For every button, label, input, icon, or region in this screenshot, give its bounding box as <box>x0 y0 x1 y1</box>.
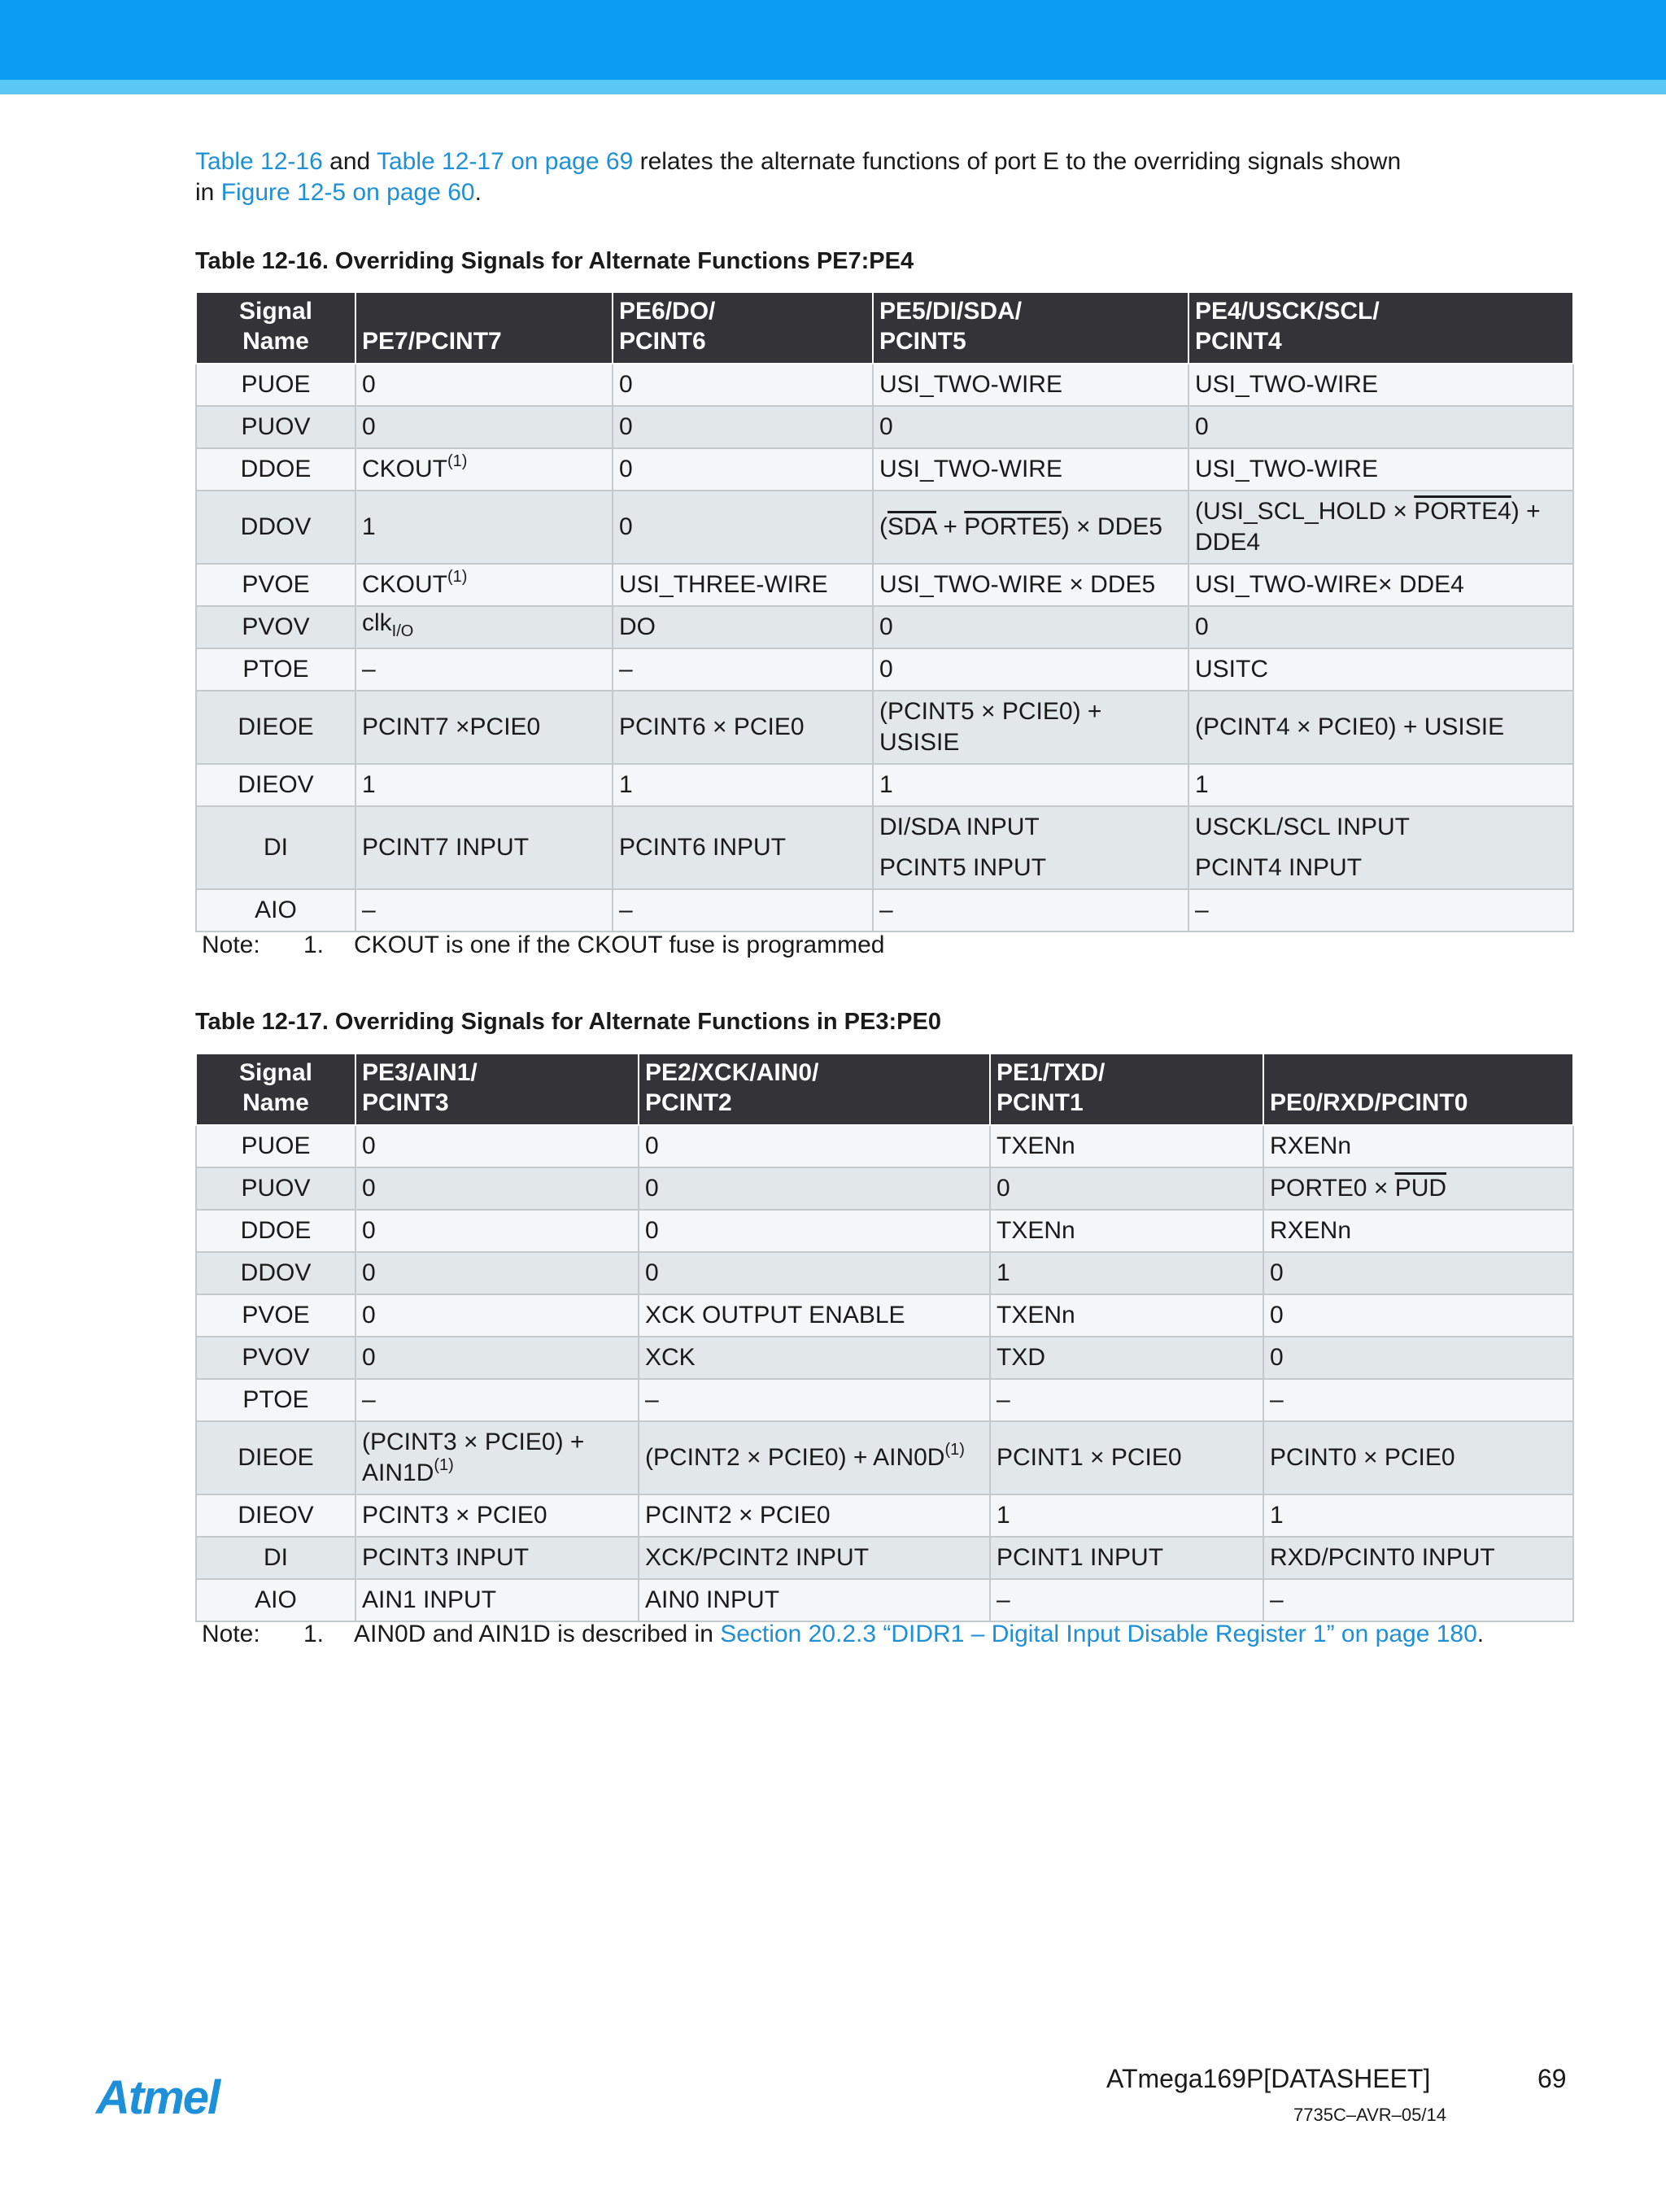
table-cell: XCK/PCINT2 INPUT <box>639 1537 990 1579</box>
table-row <box>196 606 1573 648</box>
table-cell: USI_TWO-WIRE <box>873 448 1188 491</box>
table-row <box>196 648 1573 691</box>
table-cell: USI_TWO-WIRE <box>873 364 1188 406</box>
signal-name: AIO <box>196 1579 355 1621</box>
table-cell: TXENn <box>990 1125 1263 1167</box>
table-row <box>196 1167 1573 1210</box>
table-cell: 0 <box>613 448 873 491</box>
document-code: 7735C–AVR–05/14 <box>1293 2105 1446 2125</box>
table-12-17 <box>195 1054 1574 1622</box>
signal-name: DDOV <box>196 1252 355 1294</box>
signal-name: PTOE <box>196 1379 355 1421</box>
table-cell: CKOUT$^{(1)}$ <box>355 564 613 606</box>
header-col: PE6/DO/ PCINT6 <box>613 293 873 364</box>
header-col: PE3/AIN1/ PCINT3 <box>355 1054 639 1125</box>
table-cell: clk$_{I/O}$ <box>355 606 613 648</box>
signal-name: DIEOV <box>196 764 355 806</box>
table-cell: USI_THREE-WIRE <box>613 564 873 606</box>
table-cell: RXENn <box>1263 1125 1573 1167</box>
table-cell: DO <box>613 606 873 648</box>
table-cell: PORTE0 × $\overline{PUD}$ <box>1263 1167 1573 1210</box>
intro-paragraph <box>195 146 1572 208</box>
table-row <box>196 448 1573 491</box>
table-cell: PCINT1 INPUT <box>990 1537 1263 1579</box>
table-cell: USI_TWO-WIRE× DDE4 <box>1188 564 1573 606</box>
table-cell: 1 <box>873 764 1188 806</box>
header-signal-name: Signal Name <box>196 293 355 364</box>
table-row <box>196 406 1573 448</box>
table-cell: 0 <box>355 406 613 448</box>
table-12-16-note: Note: 1. CKOUT is one if the CKOUT fuse is programmed <box>202 931 885 958</box>
table-cell: (USI_SCL_HOLD × PORTE4) + DDE4 <box>1188 491 1573 564</box>
table-cell: 0 <box>1263 1337 1573 1379</box>
table-row <box>196 491 1573 564</box>
table-cell: – <box>873 889 1188 931</box>
table-cell: – <box>355 889 613 931</box>
link-table-12-17[interactable]: Table 12-17 on page 69 <box>376 148 634 175</box>
table-cell: 0 <box>355 1167 639 1210</box>
link-table-12-16[interactable]: Table 12-16 <box>195 148 323 175</box>
table-cell: 0 <box>355 364 613 406</box>
footnote-mark: (1) <box>447 452 468 470</box>
table-row <box>196 764 1573 806</box>
table-cell: 1 <box>1188 764 1573 806</box>
atmel-logo: Atmel <box>96 2071 220 2124</box>
table-row <box>196 1210 1573 1252</box>
intro-text: relates the alternate functions of port E to the overriding signals shown <box>633 148 1402 175</box>
table-cell: AIN1 INPUT <box>355 1579 639 1621</box>
signal-name: DDOE <box>196 448 355 491</box>
table-cell: ($\overline{SDA}$ + PORTE5) × DDE5 <box>873 491 1188 564</box>
table-cell: RXD/PCINT0 INPUT <box>1263 1537 1573 1579</box>
header-col: PE7/PCINT7 <box>355 293 613 364</box>
table-cell: 0 <box>639 1210 990 1252</box>
table-cell: 0 <box>1188 406 1573 448</box>
table-12-16 <box>195 293 1574 932</box>
header-col: PE1/TXD/ PCINT1 <box>990 1054 1263 1125</box>
table-cell: 0 <box>613 364 873 406</box>
table-cell: (PCINT4 × PCIE0) + USISIE <box>1188 691 1573 764</box>
signal-name: DIEOE <box>196 691 355 764</box>
signal-name: PUOV <box>196 1167 355 1210</box>
signal-name: AIO <box>196 889 355 931</box>
table-cell: 0 <box>355 1125 639 1167</box>
table-cell: USITC <box>1188 648 1573 691</box>
table-cell: 0 <box>355 1337 639 1379</box>
table-row <box>196 364 1573 406</box>
footnote-mark: (1) <box>944 1441 965 1459</box>
table-header-row <box>196 1054 1573 1125</box>
table-cell: 0 <box>1263 1294 1573 1337</box>
signal-name: PTOE <box>196 648 355 691</box>
table-cell: CKOUT$^{(1)}$ <box>355 448 613 491</box>
table-cell: USI_TWO-WIRE <box>1188 448 1573 491</box>
footnote-mark: (1) <box>434 1456 454 1474</box>
table-row <box>196 1125 1573 1167</box>
table-row <box>196 806 1573 889</box>
header-col: PE4/USCK/SCL/ PCINT4 <box>1188 293 1573 364</box>
table-cell: PCINT7 INPUT <box>355 806 613 889</box>
table-cell: USCKL/SCL INPUT PCINT4 INPUT <box>1188 806 1573 889</box>
table-cell: 0 <box>613 406 873 448</box>
table-cell: – <box>990 1379 1263 1421</box>
footer-doc-title: ATmega169P[DATASHEET] <box>1106 2064 1431 2093</box>
table-12-17-caption: Table 12-17. Overriding Signals for Alternate Functions in PE3:PE0 <box>195 1009 941 1035</box>
table-cell: – <box>990 1579 1263 1621</box>
table-cell: 0 <box>873 648 1188 691</box>
signal-name: PVOV <box>196 606 355 648</box>
table-cell: PCINT3 INPUT <box>355 1537 639 1579</box>
table-header-row <box>196 293 1573 364</box>
table-cell: TXD <box>990 1337 1263 1379</box>
table-cell: – <box>613 648 873 691</box>
table-cell: 0 <box>355 1210 639 1252</box>
table-12-16-caption: Table 12-16. Overriding Signals for Alternate Functions PE7:PE4 <box>195 248 914 274</box>
table-cell: XCK <box>639 1337 990 1379</box>
header-col: PE2/XCK/AIN0/ PCINT2 <box>639 1054 990 1125</box>
table-row <box>196 1537 1573 1579</box>
signal-name: PUOE <box>196 364 355 406</box>
table-cell: – <box>1263 1579 1573 1621</box>
table-cell: (PCINT5 × PCIE0) + USISIE <box>873 691 1188 764</box>
table-cell: – <box>1263 1379 1573 1421</box>
signal-name: DI <box>196 806 355 889</box>
table-cell: 1 <box>613 764 873 806</box>
table-cell: 0 <box>639 1125 990 1167</box>
link-figure-12-5[interactable]: Figure 12-5 on page 60 <box>220 179 475 206</box>
table-cell: TXENn <box>990 1294 1263 1337</box>
table-cell: 0 <box>355 1252 639 1294</box>
signal-name: DI <box>196 1537 355 1579</box>
table-cell: PCINT7 ×PCIE0 <box>355 691 613 764</box>
table-cell: 0 <box>873 606 1188 648</box>
table-cell: – <box>1188 889 1573 931</box>
table-row <box>196 1294 1573 1337</box>
table-cell: – <box>355 1379 639 1421</box>
table-row <box>196 889 1573 931</box>
signal-name: PUOV <box>196 406 355 448</box>
signal-name: PVOE <box>196 1294 355 1337</box>
table-cell: 1 <box>990 1494 1263 1537</box>
signal-name: DDOE <box>196 1210 355 1252</box>
link-section-20-2-3[interactable]: Section 20.2.3 “DIDR1 – Digital Input Disable Register 1” on page 180 <box>720 1621 1477 1647</box>
table-row <box>196 1494 1573 1537</box>
table-cell: 0 <box>1263 1252 1573 1294</box>
signal-name: PVOE <box>196 564 355 606</box>
footnote-mark: (1) <box>447 568 468 586</box>
table-cell: (PCINT3 × PCIE0) + $AIN1D^{(1)}$ <box>355 1421 639 1494</box>
table-cell: 1 <box>355 764 613 806</box>
table-cell: – <box>639 1379 990 1421</box>
intro-text: . <box>474 179 482 206</box>
table-12-17-note: Note: 1. AIN0D and AIN1D is described in Section 20.2.3 “DIDR1 – Digital Input Disable Register 1” on page 180. <box>202 1621 1485 1647</box>
table-cell: – <box>355 648 613 691</box>
table-cell: 0 <box>639 1167 990 1210</box>
header-color-bar <box>0 0 1666 80</box>
header-stripe <box>0 80 1666 94</box>
table-cell: PCINT6 INPUT <box>613 806 873 889</box>
table-cell: (PCINT2 × PCIE0) + $AIN0D^{(1)}$ <box>639 1421 990 1494</box>
table-cell: PCINT1 × PCIE0 <box>990 1421 1263 1494</box>
table-cell: USI_TWO-WIRE × DDE5 <box>873 564 1188 606</box>
signal-name: DDOV <box>196 491 355 564</box>
table-cell: 0 <box>990 1167 1263 1210</box>
table-cell: 0 <box>355 1294 639 1337</box>
table-row <box>196 564 1573 606</box>
table-cell: PCINT2 × PCIE0 <box>639 1494 990 1537</box>
table-cell: PCINT3 × PCIE0 <box>355 1494 639 1537</box>
table-cell: 0 <box>873 406 1188 448</box>
header-signal-name: Signal Name <box>196 1054 355 1125</box>
table-row <box>196 1421 1573 1494</box>
table-cell: 1 <box>990 1252 1263 1294</box>
signal-name: DIEOV <box>196 1494 355 1537</box>
intro-text: in <box>195 179 221 206</box>
signal-name: PVOV <box>196 1337 355 1379</box>
table-cell: 0 <box>613 491 873 564</box>
table-row <box>196 1379 1573 1421</box>
table-row <box>196 1579 1573 1621</box>
page-number: 69 <box>1537 2064 1567 2093</box>
signal-name: DIEOE <box>196 1421 355 1494</box>
table-cell: RXENn <box>1263 1210 1573 1252</box>
header-col: PE0/RXD/PCINT0 <box>1263 1054 1573 1125</box>
table-cell: – <box>613 889 873 931</box>
table-cell: DI/SDA INPUT PCINT5 INPUT <box>873 806 1188 889</box>
table-cell: PCINT6 × PCIE0 <box>613 691 873 764</box>
table-cell: PCINT0 × PCIE0 <box>1263 1421 1573 1494</box>
table-row <box>196 1252 1573 1294</box>
table-row <box>196 1337 1573 1379</box>
table-cell: 0 <box>1188 606 1573 648</box>
table-cell: 0 <box>639 1252 990 1294</box>
signal-name: PUOE <box>196 1125 355 1167</box>
table-cell: AIN0 INPUT <box>639 1579 990 1621</box>
table-row <box>196 691 1573 764</box>
table-cell: 1 <box>1263 1494 1573 1537</box>
table-cell: XCK OUTPUT ENABLE <box>639 1294 990 1337</box>
table-cell: USI_TWO-WIRE <box>1188 364 1573 406</box>
intro-text: and <box>322 148 377 175</box>
table-cell: 1 <box>355 491 613 564</box>
header-col: PE5/DI/SDA/ PCINT5 <box>873 293 1188 364</box>
table-cell: TXENn <box>990 1210 1263 1252</box>
